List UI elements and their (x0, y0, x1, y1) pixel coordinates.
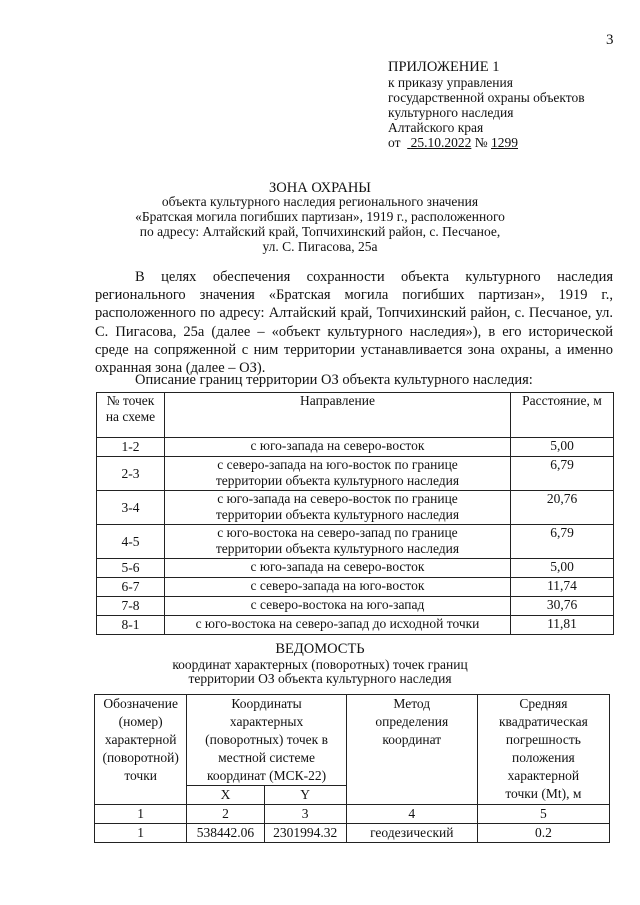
boundary-table (96, 392, 614, 635)
cell-distance: 6,79 (511, 457, 614, 491)
header-x: X (187, 786, 264, 805)
zone-subtitle-line: объекта культурного наследия регионального значения (161, 194, 479, 209)
cell-points: 2-3 (97, 457, 165, 491)
coordinates-table (94, 694, 610, 843)
zone-subtitle-line: «Братская могила погибших партизан», 1919 г., расположенного (135, 209, 505, 224)
zone-subtitle-line: по адресу: Алтайский край, Топчихинский район, с. Песчаное, (139, 224, 501, 239)
column-number: 4 (346, 805, 477, 824)
header-direction: Направление (165, 393, 511, 438)
number-prefix: № (474, 135, 488, 150)
appendix-line: культурного наследия (388, 105, 514, 120)
cell-distance: 5,00 (511, 559, 614, 578)
table-row (97, 578, 614, 597)
table-row (95, 824, 610, 843)
table-row (97, 438, 614, 457)
cell-points: 1-2 (97, 438, 165, 457)
table-row (97, 457, 614, 491)
cell-direction: с юго-востока на северо-запад по границе территории объекта культурного наследия (165, 525, 511, 559)
header-error: Средняя квадратическая погрешность положения характерной точки (Mt), м (477, 695, 609, 805)
cell-direction: с юго-запада на северо-восток по границе территории объекта культурного наследия (165, 491, 511, 525)
body-paragraph: В целях обеспечения сохранности объекта культурного наследия регионального значения «Братская могила погибших партизан», 1919 г., расположенного по адресу: Алтайский край, Топчихинский район, с. Песчаное, ул. С. Пигасова, 25а (далее – «объект культурного наследия»), в его исторической среде на сопряженной с ним территории устанавливается зона охраны, а именно охранная зона (далее – ОЗ). (95, 269, 613, 377)
table-row (97, 616, 614, 635)
appendix-date-line (388, 135, 585, 150)
cell-direction: с северо-запада на юго-восток по границе территории объекта культурного наследия (165, 457, 511, 491)
appendix-line: к приказу управления (388, 75, 513, 90)
cell-points: 7-8 (97, 597, 165, 616)
appendix-block (388, 60, 585, 150)
date-prefix: от (388, 135, 401, 150)
cell-distance: 6,79 (511, 525, 614, 559)
vedomost-title: ВЕДОМОСТЬ (275, 641, 365, 657)
column-number: 3 (264, 805, 346, 824)
column-number: 1 (95, 805, 187, 824)
cell-direction: с юго-запада на северо-восток (165, 559, 511, 578)
column-number: 2 (187, 805, 264, 824)
table-header-row (97, 393, 614, 438)
header-method: Метод определения координат (346, 695, 477, 805)
cell-point: 1 (95, 824, 187, 843)
description-title: Описание границ территории ОЗ объекта культурного наследия: (135, 372, 533, 388)
cell-error: 0.2 (477, 824, 609, 843)
cell-y: 2301994.32 (264, 824, 346, 843)
table-row (97, 597, 614, 616)
cell-direction: с юго-запада на северо-восток (165, 438, 511, 457)
page-number: 3 (606, 32, 614, 48)
cell-direction: с юго-востока на северо-запад до исходной точки (165, 616, 511, 635)
zone-title: ЗОНА ОХРАНЫ (269, 180, 371, 196)
appendix-title: ПРИЛОЖЕНИЕ 1 (388, 59, 500, 75)
table-row (97, 525, 614, 559)
table-row (97, 559, 614, 578)
appendix-line: Алтайского края (388, 120, 484, 135)
cell-x: 538442.06 (187, 824, 264, 843)
cell-direction: с северо-востока на юго-запад (165, 597, 511, 616)
header-coordinates: Координаты характерных (поворотных) точек в местной системе координат (МСК-22) (187, 695, 346, 786)
column-number: 5 (477, 805, 609, 824)
cell-distance: 5,00 (511, 438, 614, 457)
appendix-line: государственной охраны объектов (388, 90, 585, 105)
header-points: № точек на схеме (97, 393, 165, 438)
header-point-designation: Обозначение (номер) характерной (поворотной) точки (95, 695, 187, 805)
cell-distance: 20,76 (511, 491, 614, 525)
table-row (97, 491, 614, 525)
table-header-row (95, 695, 610, 786)
cell-points: 5-6 (97, 559, 165, 578)
cell-points: 3-4 (97, 491, 165, 525)
cell-points: 4-5 (97, 525, 165, 559)
cell-distance: 11,74 (511, 578, 614, 597)
cell-direction: с северо-запада на юго-восток (165, 578, 511, 597)
cell-points: 6-7 (97, 578, 165, 597)
vedomost-subtitle: территории ОЗ объекта культурного наследия (188, 671, 452, 686)
header-y: Y (264, 786, 346, 805)
column-number-row (95, 805, 610, 824)
cell-points: 8-1 (97, 616, 165, 635)
zone-subtitle-line: ул. С. Пигасова, 25а (262, 239, 378, 254)
order-date: 25.10.2022 (410, 135, 472, 150)
cell-distance: 11,81 (511, 616, 614, 635)
vedomost-subtitle: координат характерных (поворотных) точек границ (172, 657, 468, 672)
cell-method: геодезический (346, 824, 477, 843)
cell-distance: 30,76 (511, 597, 614, 616)
zone-subtitle (0, 194, 640, 254)
header-distance: Расстояние, м (511, 393, 614, 438)
order-number: 1299 (491, 135, 518, 150)
vedomost-heading (0, 641, 640, 686)
